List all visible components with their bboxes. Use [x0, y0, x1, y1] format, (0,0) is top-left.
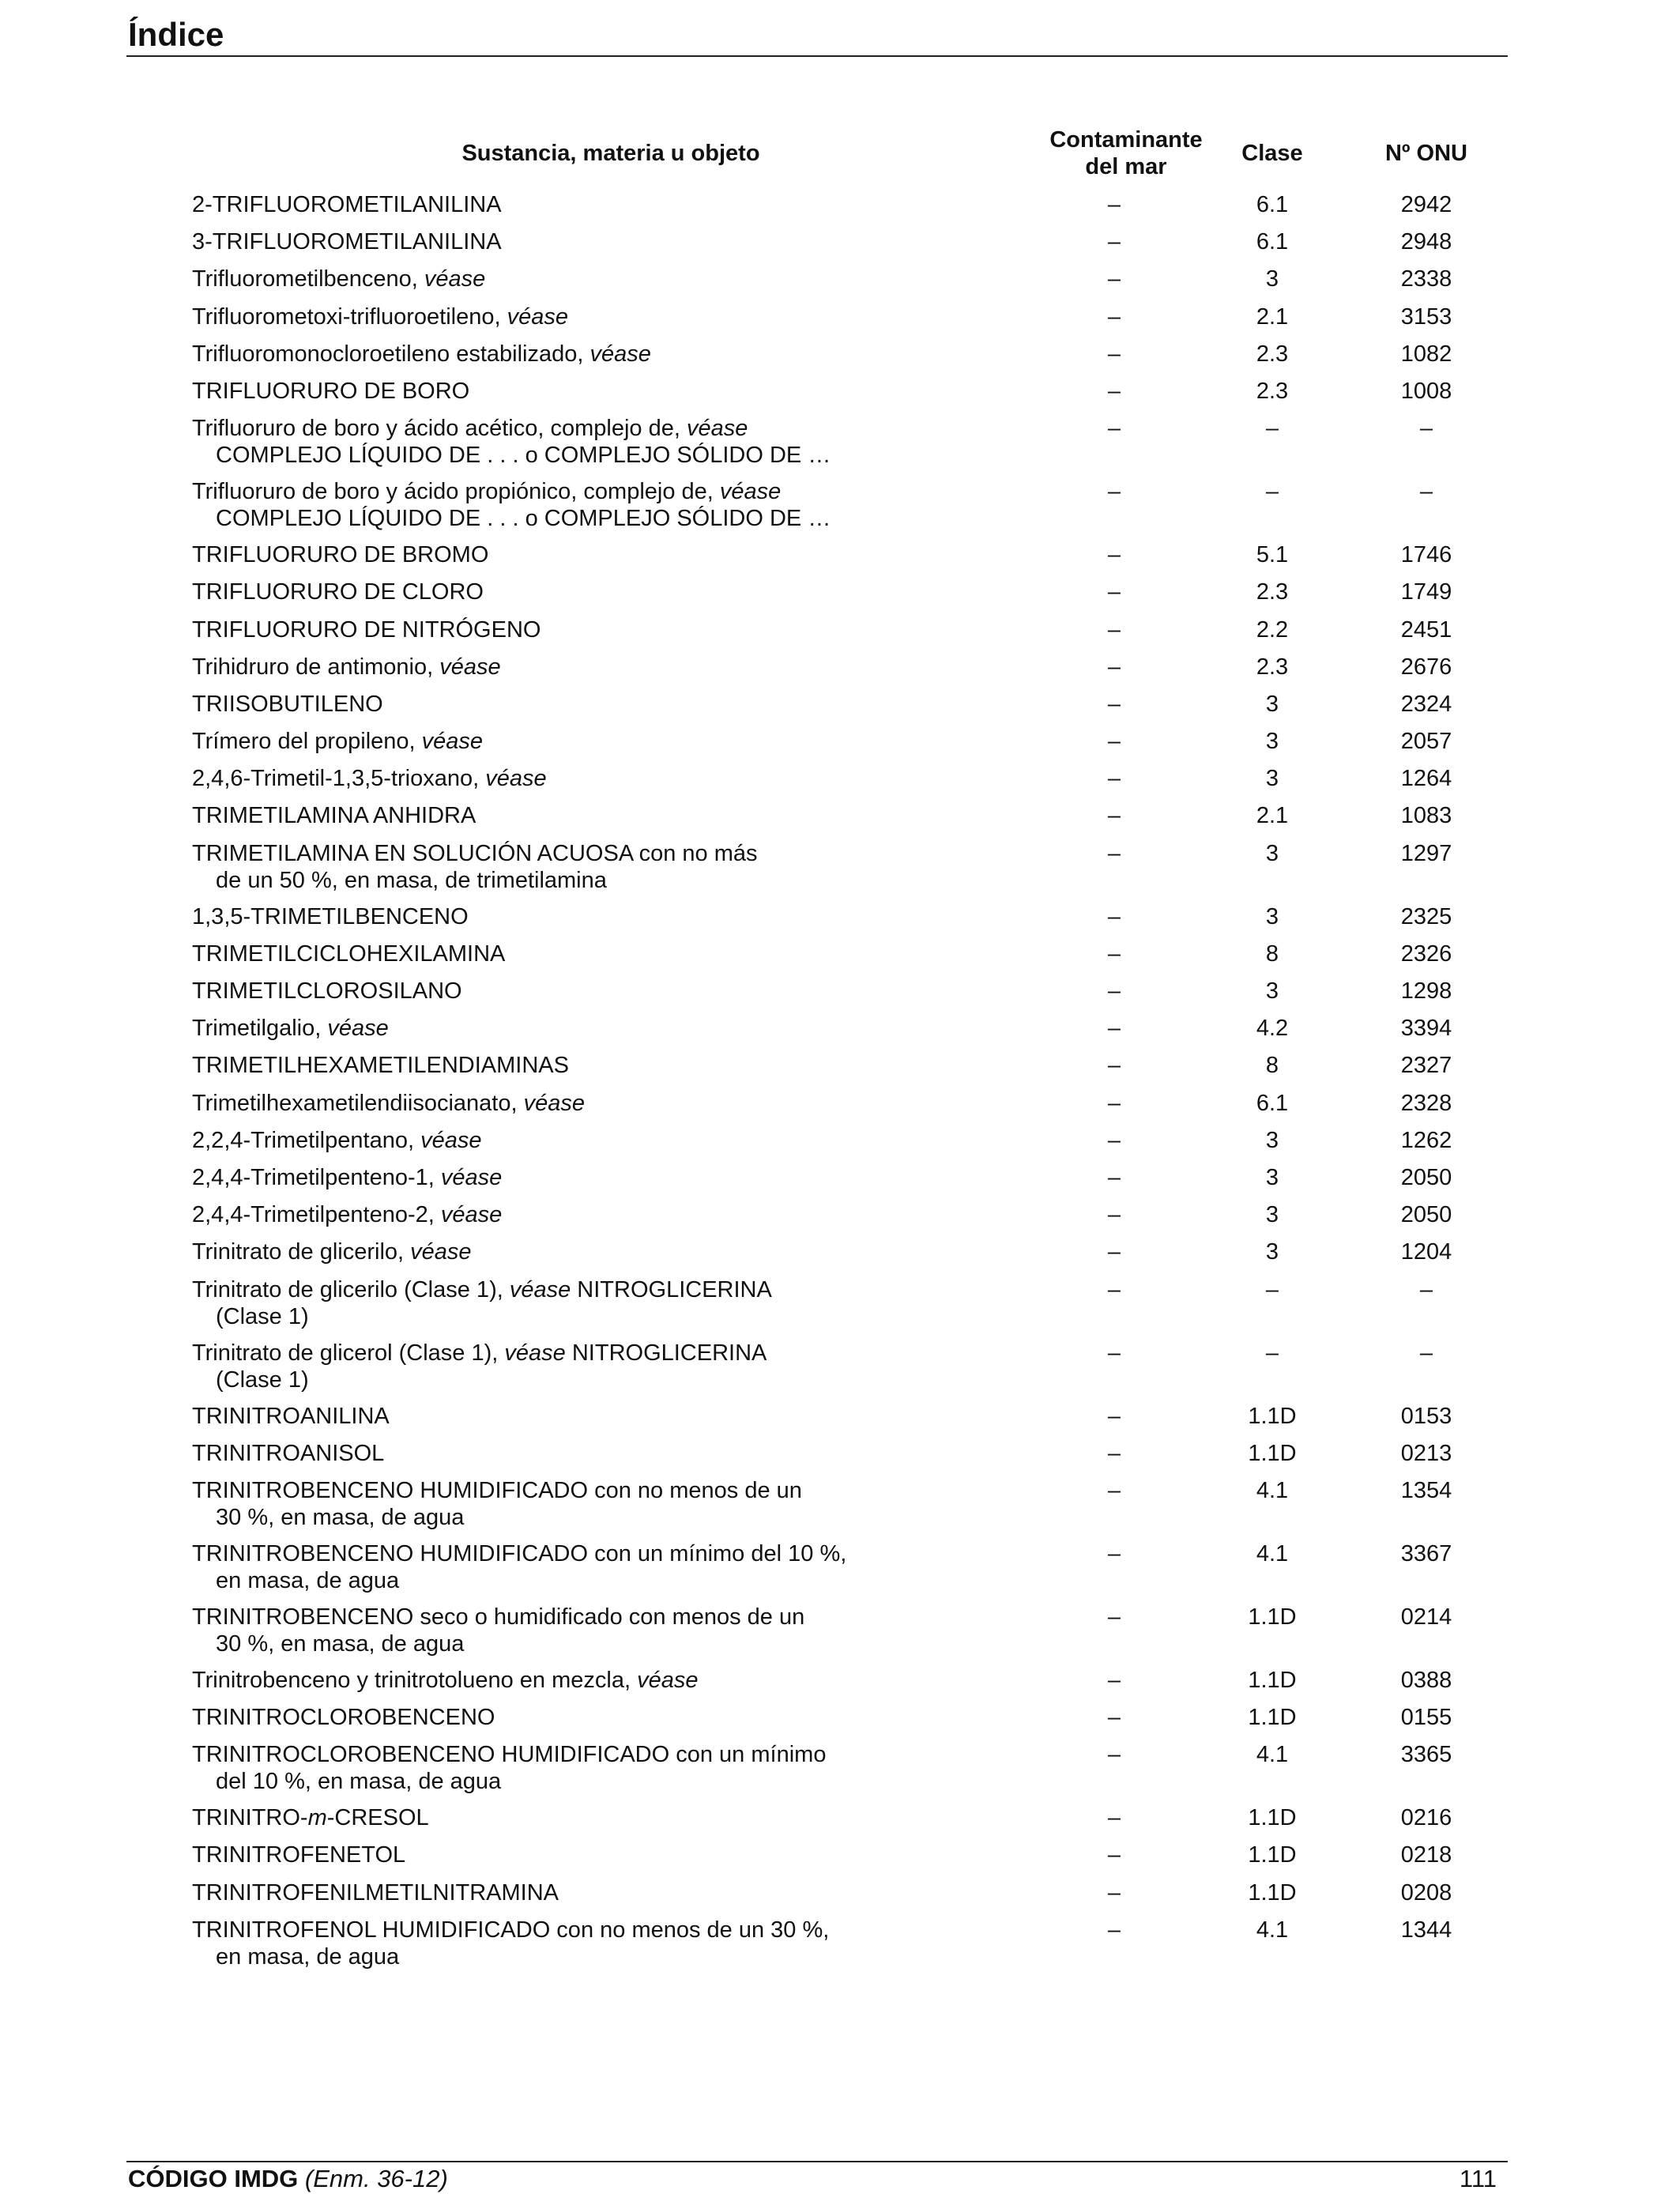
class-cell: 8	[1265, 1053, 1279, 1079]
substance-name-line1: Trifluoromonocloroetileno estabilizado, véase	[192, 341, 651, 367]
substance-name-line1: TRINITROFENILMETILNITRAMINA	[192, 1879, 559, 1906]
marine-pollutant-cell: –	[1107, 1440, 1121, 1466]
class-cell: 1.1D	[1248, 1805, 1297, 1831]
table-row	[0, 1335, 1680, 1398]
substance-name	[192, 1540, 846, 1594]
table-row	[0, 612, 1680, 649]
class-cell: 4.1	[1256, 1742, 1289, 1768]
un-number-cell: 0153	[1400, 1403, 1452, 1429]
substance-name-line1: 2-TRIFLUOROMETILANILINA	[192, 192, 502, 217]
class-cell: 6.1	[1256, 229, 1289, 255]
substance-name-line1: TRINITROFENETOL	[192, 1842, 406, 1868]
substance-name-line1: TRIMETILHEXAMETILENDIAMINAS	[192, 1053, 569, 1079]
marine-pollutant-cell: –	[1107, 416, 1121, 442]
class-cell: 2.3	[1256, 579, 1289, 605]
substance-name	[192, 978, 462, 1005]
table-row	[0, 1536, 1680, 1599]
substance-name-line1: 3-TRIFLUOROMETILANILINA	[192, 229, 502, 255]
marine-pollutant-cell: –	[1107, 1842, 1121, 1868]
marine-pollutant-cell: –	[1107, 579, 1121, 605]
table-row	[0, 723, 1680, 760]
un-number-cell: 2050	[1400, 1202, 1452, 1228]
class-cell: –	[1265, 416, 1279, 442]
table-row	[0, 1435, 1680, 1472]
substance-name-line2: COMPLEJO LÍQUIDO DE . . . o COMPLEJO SÓLIDO DE …	[216, 443, 831, 469]
marine-pollutant-cell: –	[1107, 729, 1121, 755]
un-number-cell: 2325	[1400, 903, 1452, 929]
substance-name-line1: Trihidruro de antimonio, véase	[192, 654, 501, 680]
marine-pollutant-cell: –	[1107, 479, 1121, 505]
substance-name-line2: en masa, de agua	[216, 1567, 400, 1593]
class-cell: 2.1	[1256, 303, 1289, 330]
substance-name	[192, 728, 483, 755]
marine-pollutant-cell: –	[1107, 1705, 1121, 1731]
un-number-cell: 2324	[1400, 691, 1452, 717]
substance-name	[192, 1340, 767, 1393]
table-row	[0, 686, 1680, 723]
substance-name	[192, 1201, 502, 1228]
column-header-un-number: Nº ONU	[1384, 141, 1468, 166]
substance-name	[192, 941, 505, 967]
table-row	[0, 1875, 1680, 1912]
substance-name	[192, 1403, 390, 1430]
marine-pollutant-cell: –	[1107, 1604, 1121, 1630]
substance-name	[192, 415, 831, 469]
table-row	[0, 373, 1680, 410]
substance-name	[192, 654, 501, 680]
un-number-cell: –	[1419, 1276, 1433, 1302]
class-cell: 4.1	[1256, 1917, 1289, 1943]
substance-name	[192, 303, 568, 330]
un-number-cell: 0155	[1400, 1705, 1452, 1731]
un-number-cell: 2328	[1400, 1090, 1452, 1116]
substance-name	[192, 1804, 429, 1831]
substance-name-line1: TRIMETILAMINA ANHIDRA	[192, 803, 477, 829]
class-cell: 3	[1265, 691, 1279, 717]
un-number-cell: 1008	[1400, 378, 1452, 404]
un-number-cell: 2326	[1400, 941, 1452, 967]
table-row	[0, 973, 1680, 1010]
un-number-cell: 1344	[1400, 1917, 1452, 1943]
substance-name-line1: Trinitrobenceno y trinitrotolueno en mezcla, véase	[192, 1667, 699, 1693]
substance-name	[192, 1704, 495, 1731]
substance-name	[192, 691, 383, 718]
substance-name-line1: TRINITRO-m-CRESOL	[192, 1805, 429, 1831]
column-header-substance: Sustancia, materia u objeto	[461, 141, 760, 166]
substance-name	[192, 228, 502, 255]
un-number-cell: –	[1419, 416, 1433, 442]
un-number-cell: 0388	[1400, 1667, 1452, 1693]
table-row	[0, 835, 1680, 899]
un-number-cell: 1298	[1400, 978, 1452, 1004]
substance-name	[192, 1477, 802, 1531]
un-number-cell: 3365	[1400, 1742, 1452, 1768]
un-number-cell: 1083	[1400, 803, 1452, 829]
table-row	[0, 574, 1680, 611]
table-row	[0, 1699, 1680, 1736]
substance-name-line1: TRINITROBENCENO seco o humidificado con menos de un	[192, 1604, 805, 1630]
column-header-marine-pollutant-label: Contaminante del mar	[1049, 127, 1203, 179]
substance-name-line1: Trifluoruro de boro y ácido propiónico, complejo de, véase	[192, 479, 782, 505]
class-cell: 4.1	[1256, 1540, 1289, 1566]
substance-name-line1: 2,4,4-Trimetilpenteno-2, véase	[192, 1202, 503, 1228]
substance-name-line1: 2,4,6-Trimetil-1,3,5-trioxano, véase	[192, 766, 547, 792]
substance-name	[192, 765, 547, 792]
marine-pollutant-cell: –	[1107, 1540, 1121, 1566]
substance-name	[192, 579, 484, 605]
header-rule	[126, 55, 1508, 57]
table-row	[0, 1912, 1680, 1975]
table-row	[0, 1800, 1680, 1837]
table-body	[0, 187, 1680, 1975]
substance-name-line2: de un 50 %, en masa, de trimetilamina	[216, 867, 607, 893]
un-number-cell: 2327	[1400, 1053, 1452, 1079]
un-number-cell: 2050	[1400, 1164, 1452, 1190]
substance-name-line2: 30 %, en masa, de agua	[216, 1504, 465, 1530]
substance-name-line1: TRIMETILCLOROSILANO	[192, 978, 462, 1004]
marine-pollutant-cell: –	[1107, 1742, 1121, 1768]
substance-name-line1: 1,3,5-TRIMETILBENCENO	[192, 903, 469, 929]
substance-name	[192, 378, 469, 405]
substance-name-line1: 2,2,4-Trimetilpentano, véase	[192, 1127, 482, 1153]
substance-name	[192, 1842, 405, 1868]
substance-name-line1: 2,4,4-Trimetilpenteno-1, véase	[192, 1164, 503, 1190]
substance-name-line2: 30 %, en masa, de agua	[216, 1630, 465, 1657]
un-number-cell: 1262	[1400, 1127, 1452, 1153]
substance-name-line1: Trinitrato de glicerilo (Clase 1), véase NITROGLICERINA	[192, 1276, 772, 1302]
substance-name	[192, 266, 485, 292]
substance-name	[192, 541, 488, 568]
substance-name-line1: TRIMETILCICLOHEXILAMINA	[192, 941, 506, 967]
substance-name-line1: Trifluoruro de boro y ácido acético, complejo de, véase	[192, 416, 748, 442]
table-row	[0, 936, 1680, 973]
marine-pollutant-cell: –	[1107, 654, 1121, 680]
marine-pollutant-cell: –	[1107, 1276, 1121, 1302]
un-number-cell: 0216	[1400, 1805, 1452, 1831]
page-title: Índice	[128, 16, 224, 53]
class-cell: 4.1	[1256, 1477, 1289, 1503]
substance-name	[192, 1015, 389, 1042]
un-number-cell: –	[1419, 479, 1433, 505]
substance-name	[192, 1052, 569, 1079]
substance-name-line1: Trimetilhexametilendiisocianato, véase	[192, 1090, 585, 1116]
marine-pollutant-cell: –	[1107, 1016, 1121, 1042]
table-row	[0, 1159, 1680, 1197]
class-cell: 1.1D	[1248, 1604, 1297, 1630]
un-number-cell: 1264	[1400, 766, 1452, 792]
substance-name	[192, 1604, 804, 1657]
marine-pollutant-cell: –	[1107, 1090, 1121, 1116]
table-row	[0, 1398, 1680, 1435]
footer-rule	[126, 2161, 1508, 2162]
marine-pollutant-cell: –	[1107, 1403, 1121, 1429]
substance-name-line2: (Clase 1)	[216, 1303, 309, 1329]
column-header-class: Clase	[1241, 141, 1303, 166]
substance-name-line1: TRIFLUORURO DE CLORO	[192, 579, 484, 605]
marine-pollutant-cell: –	[1107, 1239, 1121, 1265]
class-cell: 3	[1265, 978, 1279, 1004]
un-number-cell: 2338	[1400, 266, 1452, 292]
substance-name	[192, 191, 502, 218]
substance-name-line1: TRIMETILAMINA EN SOLUCIÓN ACUOSA con no más	[192, 840, 758, 866]
substance-name	[192, 1440, 384, 1467]
substance-name	[192, 1917, 829, 1970]
table-row	[0, 187, 1680, 224]
class-cell: 3	[1265, 1127, 1279, 1153]
table-row	[0, 473, 1680, 537]
substance-name-line1: TRINITROBENCENO HUMIDIFICADO con no menos de un	[192, 1477, 802, 1503]
marine-pollutant-cell: –	[1107, 266, 1121, 292]
page-number: 111	[1459, 2165, 1497, 2192]
table-row	[0, 1234, 1680, 1271]
substance-name-line1: Trinitrato de glicerilo, véase	[192, 1239, 472, 1265]
marine-pollutant-cell: –	[1107, 1127, 1121, 1153]
substance-name-line1: TRIFLUORURO DE BORO	[192, 378, 470, 404]
table-row	[0, 410, 1680, 473]
marine-pollutant-cell: –	[1107, 840, 1121, 866]
un-number-cell: 1204	[1400, 1239, 1452, 1265]
un-number-cell: 2676	[1400, 654, 1452, 680]
marine-pollutant-cell: –	[1107, 1477, 1121, 1503]
table-row	[0, 336, 1680, 373]
class-cell: 3	[1265, 840, 1279, 866]
un-number-cell: 0218	[1400, 1842, 1452, 1868]
substance-name	[192, 840, 758, 894]
substance-name-line1: TRINITROCLOROBENCENO	[192, 1705, 495, 1731]
class-cell: 3	[1265, 266, 1279, 292]
class-cell: 5.1	[1256, 542, 1289, 568]
class-cell: 8	[1265, 941, 1279, 967]
substance-name-line2: COMPLEJO LÍQUIDO DE . . . o COMPLEJO SÓLIDO DE …	[216, 506, 831, 532]
un-number-cell: –	[1419, 1340, 1433, 1366]
substance-name-line1: Trinitrato de glicerol (Clase 1), véase NITROGLICERINA	[192, 1340, 767, 1366]
un-number-cell: 3394	[1400, 1016, 1452, 1042]
un-number-cell: 3153	[1400, 303, 1452, 330]
un-number-cell: 0213	[1400, 1440, 1452, 1466]
substance-name	[192, 616, 541, 643]
substance-name-line1: TRIISOBUTILENO	[192, 691, 383, 717]
table-row	[0, 1010, 1680, 1047]
table-row	[0, 299, 1680, 336]
un-number-cell: 1749	[1400, 579, 1452, 605]
class-cell: 2.3	[1256, 341, 1289, 367]
marine-pollutant-cell: –	[1107, 1667, 1121, 1693]
table-row	[0, 1272, 1680, 1335]
class-cell: 2.2	[1256, 616, 1289, 643]
substance-name	[192, 341, 651, 368]
table-row	[0, 1197, 1680, 1234]
substance-name-line1: Trímero del propileno, véase	[192, 729, 484, 755]
class-cell: 3	[1265, 729, 1279, 755]
marine-pollutant-cell: –	[1107, 1805, 1121, 1831]
marine-pollutant-cell: –	[1107, 1053, 1121, 1079]
class-cell: 4.2	[1256, 1016, 1289, 1042]
marine-pollutant-cell: –	[1107, 1879, 1121, 1906]
substance-name	[192, 1879, 559, 1906]
class-cell: 1.1D	[1248, 1879, 1297, 1906]
marine-pollutant-cell: –	[1107, 303, 1121, 330]
substance-name-line1: Trifluorometilbenceno, véase	[192, 266, 486, 292]
class-cell: 6.1	[1256, 192, 1289, 217]
class-cell: 3	[1265, 1202, 1279, 1228]
table-row	[0, 1599, 1680, 1662]
table-row	[0, 1047, 1680, 1084]
substance-name-line1: TRINITROCLOROBENCENO HUMIDIFICADO con un mínimo	[192, 1742, 827, 1768]
un-number-cell: 0208	[1400, 1879, 1452, 1906]
un-number-cell: 2948	[1400, 229, 1452, 255]
substance-name-line1: TRINITROANILINA	[192, 1403, 390, 1429]
footer	[128, 2164, 448, 2194]
class-cell: –	[1265, 479, 1279, 505]
footer-code: CÓDIGO IMDG	[128, 2165, 299, 2192]
substance-name-line1: Trifluorometoxi-trifluoroetileno, véase	[192, 303, 569, 330]
table-row	[0, 1662, 1680, 1699]
class-cell: 1.1D	[1248, 1705, 1297, 1731]
class-cell: 3	[1265, 1239, 1279, 1265]
marine-pollutant-cell: –	[1107, 941, 1121, 967]
substance-name	[192, 903, 469, 930]
table-header	[0, 126, 1680, 190]
substance-name	[192, 1164, 502, 1191]
class-cell: –	[1265, 1276, 1279, 1302]
class-cell: 3	[1265, 766, 1279, 792]
table-row	[0, 649, 1680, 686]
un-number-cell: 2057	[1400, 729, 1452, 755]
substance-name-line1: TRINITROBENCENO HUMIDIFICADO con un mínimo del 10 %,	[192, 1540, 847, 1566]
substance-name-line1: TRIFLUORURO DE BROMO	[192, 542, 489, 568]
marine-pollutant-cell: –	[1107, 691, 1121, 717]
class-cell: 2.3	[1256, 378, 1289, 404]
marine-pollutant-cell: –	[1107, 1340, 1121, 1366]
table-row	[0, 1122, 1680, 1159]
marine-pollutant-cell: –	[1107, 542, 1121, 568]
table-row	[0, 1736, 1680, 1800]
substance-name	[192, 1667, 698, 1694]
class-cell: 3	[1265, 903, 1279, 929]
footer-edition: (Enm. 36-12)	[304, 2165, 448, 2192]
table-row	[0, 1085, 1680, 1122]
substance-name-line2: (Clase 1)	[216, 1367, 309, 1393]
class-cell: 1.1D	[1248, 1403, 1297, 1429]
substance-name-line1: Trimetilgalio, véase	[192, 1016, 389, 1042]
marine-pollutant-cell: –	[1107, 803, 1121, 829]
substance-name	[192, 1741, 826, 1795]
table-row	[0, 899, 1680, 936]
un-number-cell: 1082	[1400, 341, 1452, 367]
substance-name	[192, 802, 476, 829]
un-number-cell: 1297	[1400, 840, 1452, 866]
table-row	[0, 797, 1680, 835]
table-row	[0, 224, 1680, 261]
marine-pollutant-cell: –	[1107, 1202, 1121, 1228]
substance-name-line1: TRIFLUORURO DE NITRÓGENO	[192, 616, 541, 643]
marine-pollutant-cell: –	[1107, 378, 1121, 404]
un-number-cell: 3367	[1400, 1540, 1452, 1566]
un-number-cell: 2451	[1400, 616, 1452, 643]
class-cell: 2.3	[1256, 654, 1289, 680]
table-row	[0, 537, 1680, 574]
substance-name	[192, 478, 831, 532]
class-cell: –	[1265, 1340, 1279, 1366]
marine-pollutant-cell: –	[1107, 1164, 1121, 1190]
class-cell: 1.1D	[1248, 1667, 1297, 1693]
class-cell: 1.1D	[1248, 1842, 1297, 1868]
un-number-cell: 1746	[1400, 542, 1452, 568]
substance-name-line1: TRINITROANISOL	[192, 1440, 385, 1466]
substance-name-line2: del 10 %, en masa, de agua	[216, 1769, 502, 1795]
table-row	[0, 1472, 1680, 1536]
un-number-cell: 1354	[1400, 1477, 1452, 1503]
substance-name	[192, 1127, 481, 1154]
marine-pollutant-cell: –	[1107, 229, 1121, 255]
marine-pollutant-cell: –	[1107, 341, 1121, 367]
class-cell: 1.1D	[1248, 1440, 1297, 1466]
un-number-cell: 2942	[1400, 192, 1452, 217]
substance-name	[192, 1090, 585, 1117]
marine-pollutant-cell: –	[1107, 1917, 1121, 1943]
substance-name	[192, 1276, 772, 1330]
un-number-cell: 0214	[1400, 1604, 1452, 1630]
substance-name	[192, 1238, 472, 1265]
class-cell: 6.1	[1256, 1090, 1289, 1116]
table-row	[0, 261, 1680, 298]
substance-name-line2: en masa, de agua	[216, 1943, 400, 1970]
marine-pollutant-cell: –	[1107, 978, 1121, 1004]
table-row	[0, 1837, 1680, 1874]
class-cell: 3	[1265, 1164, 1279, 1190]
marine-pollutant-cell: –	[1107, 616, 1121, 643]
substance-name-line1: TRINITROFENOL HUMIDIFICADO con no menos de un 30 %,	[192, 1917, 830, 1943]
marine-pollutant-cell: –	[1107, 903, 1121, 929]
marine-pollutant-cell: –	[1107, 192, 1121, 217]
class-cell: 2.1	[1256, 803, 1289, 829]
marine-pollutant-cell: –	[1107, 766, 1121, 792]
table-row	[0, 760, 1680, 797]
